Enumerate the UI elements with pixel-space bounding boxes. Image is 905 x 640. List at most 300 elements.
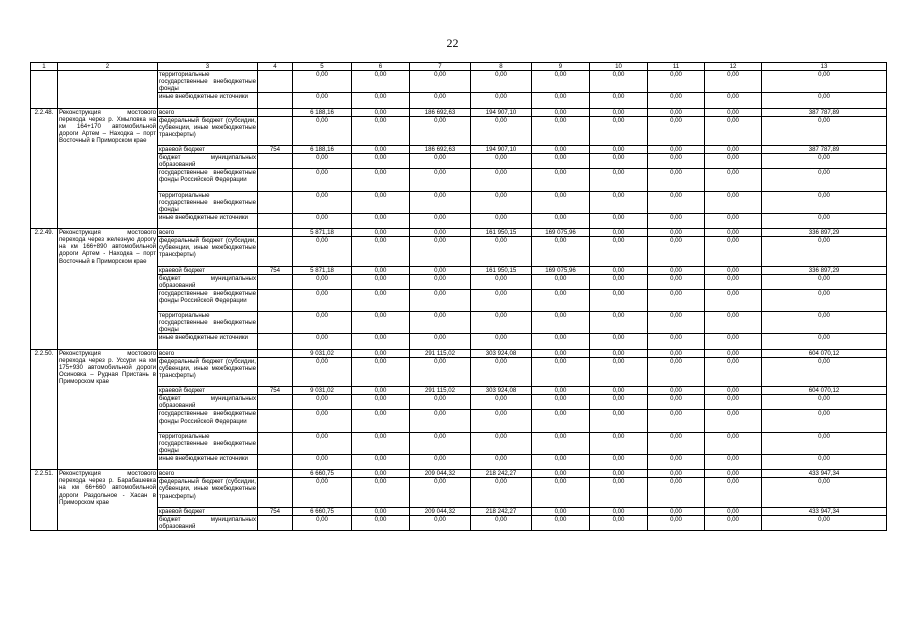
item-description: Реконструкция мостового перехода через р. Хмыловка на км 164+170 автомобильной дороги Артем – Находка – порт Восточный в Приморском крае (58, 108, 158, 229)
budget-code (258, 213, 293, 228)
amount-cell: 0,00 (532, 507, 590, 515)
amount-cell: 0,00 (293, 213, 352, 228)
item-description: Реконструкция мостового перехода через р. Уссури на км 175+930 автомобильной дороги Осиновка – Рудная Пристань в Приморском крае (58, 349, 158, 470)
budget-code (258, 410, 293, 432)
funding-source: территориальные государственные внебюджетные фонды (159, 432, 256, 454)
amount-cell: 0,00 (410, 169, 471, 191)
amount-cell: 0,00 (705, 93, 762, 108)
amount-cell: 0,00 (590, 108, 648, 116)
amount-cell: 0,00 (705, 312, 762, 334)
amount-cell: 0,00 (410, 478, 471, 507)
table-row (31, 154, 887, 169)
amount-cell: 0,00 (352, 349, 410, 357)
funding-source: краевой бюджет (158, 387, 258, 395)
amount-cell: 0,00 (410, 71, 471, 93)
table-row (31, 507, 887, 515)
amount-cell: 0,00 (471, 478, 532, 507)
amount-cell: 0,00 (352, 312, 410, 334)
amount-cell: 0,00 (352, 169, 410, 191)
amount-cell: 0,00 (410, 229, 471, 237)
amount-cell: 0,00 (590, 507, 648, 515)
funding-source: бюджет муниципальных образований (159, 274, 256, 289)
amount-cell: 0,00 (410, 432, 471, 454)
amount-cell: 0,00 (648, 237, 705, 266)
amount-cell: 0,00 (590, 395, 648, 410)
amount-cell: 0,00 (648, 349, 705, 357)
amount-cell: 0,00 (705, 146, 762, 154)
amount-cell: 0,00 (471, 334, 532, 349)
funding-source: федеральный бюджет (субсидии, субвенции, иные межбюджетные трансферты) (158, 237, 258, 266)
amount-cell: 303 924,08 (471, 387, 532, 395)
amount-cell: 0,00 (352, 93, 410, 108)
table-row (31, 289, 887, 311)
amount-cell: 0,00 (705, 274, 762, 289)
funding-source: всего (158, 470, 258, 478)
amount-cell: 0,00 (471, 395, 532, 410)
column-header: 8 (471, 63, 532, 71)
column-header: 6 (352, 63, 410, 71)
page-number: 22 (446, 36, 459, 50)
amount-cell: 0,00 (762, 71, 887, 93)
amount-cell: 0,00 (705, 108, 762, 116)
amount-cell: 0,00 (532, 395, 590, 410)
amount-cell: 0,00 (648, 507, 705, 515)
budget-code (258, 289, 293, 311)
amount-cell: 0,00 (352, 410, 410, 432)
column-header: 12 (705, 63, 762, 71)
table-body (31, 63, 887, 531)
amount-cell: 0,00 (590, 470, 648, 478)
column-header: 10 (590, 63, 648, 71)
column-header: 2 (58, 63, 158, 71)
table-row (31, 357, 887, 386)
amount-cell: 0,00 (471, 93, 532, 108)
amount-cell: 0,00 (648, 146, 705, 154)
amount-cell: 0,00 (648, 93, 705, 108)
amount-cell: 0,00 (648, 357, 705, 386)
amount-cell: 0,00 (532, 455, 590, 470)
amount-cell: 218 242,27 (471, 470, 532, 478)
amount-cell: 5 871,18 (293, 266, 352, 274)
amount-cell: 0,00 (532, 334, 590, 349)
amount-cell: 6 660,75 (293, 470, 352, 478)
amount-cell: 387 787,89 (762, 146, 887, 154)
funding-source: всего (158, 349, 258, 357)
amount-cell: 0,00 (648, 478, 705, 507)
funding-source: бюджет муниципальных образований (159, 395, 256, 410)
amount-cell: 0,00 (471, 515, 532, 530)
amount-cell: 0,00 (648, 191, 705, 213)
budget-code (258, 229, 293, 237)
amount-cell: 0,00 (293, 455, 352, 470)
amount-cell: 0,00 (410, 154, 471, 169)
funding-source: государственные внебюджетные фонды Российской Федерации (158, 410, 258, 432)
amount-cell: 0,00 (471, 312, 532, 334)
item-number: 2.2.48. (31, 108, 58, 229)
amount-cell: 0,00 (762, 154, 887, 169)
funding-source: иные внебюджетные источники (158, 213, 258, 228)
amount-cell: 218 242,27 (471, 507, 532, 515)
amount-cell: 0,00 (471, 116, 532, 145)
amount-cell: 0,00 (471, 154, 532, 169)
amount-cell: 0,00 (762, 478, 887, 507)
amount-cell: 0,00 (648, 71, 705, 93)
amount-cell: 0,00 (532, 432, 590, 454)
amount-cell: 0,00 (590, 93, 648, 108)
amount-cell: 0,00 (532, 312, 590, 334)
table-row (31, 515, 887, 530)
amount-cell: 0,00 (352, 470, 410, 478)
amount-cell: 0,00 (471, 455, 532, 470)
amount-cell: 336 897,29 (762, 229, 887, 237)
amount-cell: 0,00 (352, 455, 410, 470)
amount-cell: 0,00 (352, 213, 410, 228)
amount-cell: 336 897,29 (762, 266, 887, 274)
amount-cell: 0,00 (471, 289, 532, 311)
item-description: Реконструкция мостового перехода через р. Барабашевка на км 66+660 автомобильной дороги Раздольное - Хасан в Приморском крае (58, 470, 158, 531)
amount-cell: 0,00 (590, 229, 648, 237)
table-row (31, 93, 887, 108)
funding-source: иные внебюджетные источники (158, 93, 258, 108)
funding-source: государственные внебюджетные фонды Российской Федерации (158, 169, 258, 191)
budget-code (258, 349, 293, 357)
amount-cell: 0,00 (532, 478, 590, 507)
column-header: 4 (258, 63, 293, 71)
amount-cell: 0,00 (410, 312, 471, 334)
amount-cell: 209 044,32 (410, 470, 471, 478)
amount-cell: 0,00 (648, 213, 705, 228)
amount-cell: 0,00 (590, 349, 648, 357)
amount-cell: 0,00 (352, 515, 410, 530)
item-number (31, 71, 58, 108)
amount-cell: 0,00 (648, 266, 705, 274)
amount-cell: 0,00 (293, 432, 352, 454)
budget-code: 754 (258, 146, 293, 154)
amount-cell: 0,00 (293, 515, 352, 530)
amount-cell: 0,00 (352, 71, 410, 93)
amount-cell: 0,00 (648, 395, 705, 410)
amount-cell: 0,00 (410, 410, 471, 432)
amount-cell: 387 787,89 (762, 108, 887, 116)
amount-cell: 0,00 (648, 432, 705, 454)
amount-cell: 0,00 (590, 387, 648, 395)
table-row (31, 266, 887, 274)
table-row (31, 229, 887, 237)
table-row (31, 410, 887, 432)
table-row (31, 237, 887, 266)
budget-code (258, 154, 293, 169)
table-row (31, 191, 887, 213)
amount-cell: 0,00 (762, 237, 887, 266)
amount-cell: 0,00 (352, 334, 410, 349)
amount-cell: 0,00 (762, 116, 887, 145)
amount-cell: 303 924,08 (471, 349, 532, 357)
funding-source: бюджет муниципальных образований (159, 154, 256, 169)
amount-cell: 0,00 (705, 357, 762, 386)
table-row (31, 146, 887, 154)
amount-cell: 6 188,16 (293, 146, 352, 154)
table-row (31, 116, 887, 145)
budget-code (258, 93, 293, 108)
amount-cell: 0,00 (352, 387, 410, 395)
amount-cell: 0,00 (762, 395, 887, 410)
table-row (31, 395, 887, 410)
amount-cell: 0,00 (648, 154, 705, 169)
funding-source: государственные внебюджетные фонды Российской Федерации (158, 289, 258, 311)
amount-cell: 0,00 (532, 274, 590, 289)
amount-cell: 0,00 (590, 71, 648, 93)
funding-source: федеральный бюджет (субсидии, субвенции, иные межбюджетные трансферты) (158, 116, 258, 145)
amount-cell: 0,00 (471, 432, 532, 454)
item-number: 2.2.51. (31, 470, 58, 531)
amount-cell: 433 947,34 (762, 470, 887, 478)
header-row (31, 63, 887, 71)
amount-cell: 0,00 (293, 357, 352, 386)
funding-source: краевой бюджет (158, 146, 258, 154)
budget-code (258, 515, 293, 530)
amount-cell: 0,00 (293, 274, 352, 289)
amount-cell: 0,00 (648, 515, 705, 530)
budget-code (258, 357, 293, 386)
amount-cell: 0,00 (352, 266, 410, 274)
table-row (31, 213, 887, 228)
amount-cell: 0,00 (705, 432, 762, 454)
column-header: 3 (158, 63, 258, 71)
amount-cell: 0,00 (590, 146, 648, 154)
amount-cell: 0,00 (293, 191, 352, 213)
table-row (31, 274, 887, 289)
funding-source: иные внебюджетные источники (158, 455, 258, 470)
amount-cell: 0,00 (648, 410, 705, 432)
funding-source: краевой бюджет (158, 266, 258, 274)
amount-cell: 0,00 (648, 116, 705, 145)
amount-cell: 169 075,96 (532, 266, 590, 274)
amount-cell: 0,00 (590, 116, 648, 145)
amount-cell: 0,00 (293, 334, 352, 349)
amount-cell: 0,00 (532, 154, 590, 169)
amount-cell: 0,00 (352, 432, 410, 454)
budget-code: 754 (258, 507, 293, 515)
funding-source: федеральный бюджет (субсидии, субвенции, иные межбюджетные трансферты) (158, 357, 258, 386)
amount-cell: 0,00 (705, 349, 762, 357)
amount-cell: 6 188,16 (293, 108, 352, 116)
funding-source: бюджет муниципальных образований (159, 515, 256, 530)
amount-cell: 194 907,10 (471, 108, 532, 116)
budget-code (258, 116, 293, 145)
budget-code (258, 432, 293, 454)
amount-cell: 604 070,12 (762, 387, 887, 395)
amount-cell: 0,00 (705, 507, 762, 515)
amount-cell: 0,00 (590, 515, 648, 530)
amount-cell: 0,00 (705, 213, 762, 228)
amount-cell: 0,00 (648, 108, 705, 116)
amount-cell: 0,00 (293, 478, 352, 507)
amount-cell: 0,00 (532, 470, 590, 478)
amount-cell: 0,00 (352, 395, 410, 410)
budget-code: 754 (258, 387, 293, 395)
amount-cell: 0,00 (590, 357, 648, 386)
amount-cell: 0,00 (648, 387, 705, 395)
budget-code (258, 455, 293, 470)
budget-code (258, 395, 293, 410)
funding-source: территориальные государственные внебюджетные фонды (159, 71, 256, 93)
amount-cell: 161 950,15 (471, 266, 532, 274)
amount-cell: 0,00 (532, 357, 590, 386)
budget-code (258, 191, 293, 213)
amount-cell: 186 692,63 (410, 146, 471, 154)
amount-cell: 291 115,02 (410, 349, 471, 357)
table-row (31, 312, 887, 334)
budget-table (30, 62, 887, 531)
amount-cell: 0,00 (410, 116, 471, 145)
amount-cell: 0,00 (705, 266, 762, 274)
item-number: 2.2.50. (31, 349, 58, 470)
funding-source: всего (158, 229, 258, 237)
amount-cell: 0,00 (532, 387, 590, 395)
amount-cell: 0,00 (532, 349, 590, 357)
amount-cell: 0,00 (471, 357, 532, 386)
amount-cell: 0,00 (648, 229, 705, 237)
amount-cell: 0,00 (762, 191, 887, 213)
amount-cell: 0,00 (590, 455, 648, 470)
column-header: 11 (648, 63, 705, 71)
amount-cell: 0,00 (762, 312, 887, 334)
amount-cell: 0,00 (352, 274, 410, 289)
amount-cell: 0,00 (293, 312, 352, 334)
amount-cell: 0,00 (532, 213, 590, 228)
amount-cell: 0,00 (410, 93, 471, 108)
column-header: 13 (762, 63, 887, 71)
amount-cell: 0,00 (532, 237, 590, 266)
amount-cell: 0,00 (762, 455, 887, 470)
table-row (31, 71, 887, 93)
table-row (31, 470, 887, 478)
table-row (31, 478, 887, 507)
amount-cell: 0,00 (410, 515, 471, 530)
amount-cell: 186 692,63 (410, 108, 471, 116)
budget-code (258, 169, 293, 191)
amount-cell: 9 031,02 (293, 387, 352, 395)
amount-cell: 0,00 (648, 455, 705, 470)
funding-source: краевой бюджет (158, 507, 258, 515)
budget-code (258, 274, 293, 289)
table-row (31, 334, 887, 349)
amount-cell: 0,00 (590, 191, 648, 213)
table-row (31, 455, 887, 470)
amount-cell: 0,00 (410, 237, 471, 266)
amount-cell: 0,00 (471, 71, 532, 93)
amount-cell: 0,00 (352, 108, 410, 116)
funding-source: всего (158, 108, 258, 116)
amount-cell: 0,00 (705, 387, 762, 395)
amount-cell: 0,00 (705, 410, 762, 432)
amount-cell: 433 947,34 (762, 507, 887, 515)
amount-cell: 0,00 (705, 515, 762, 530)
amount-cell: 0,00 (410, 289, 471, 311)
amount-cell: 0,00 (705, 229, 762, 237)
amount-cell: 0,00 (471, 237, 532, 266)
amount-cell: 0,00 (705, 116, 762, 145)
amount-cell: 0,00 (648, 334, 705, 349)
amount-cell: 0,00 (532, 515, 590, 530)
budget-code (258, 71, 293, 93)
amount-cell: 0,00 (532, 108, 590, 116)
amount-cell: 0,00 (352, 229, 410, 237)
amount-cell: 0,00 (648, 169, 705, 191)
amount-cell: 0,00 (410, 357, 471, 386)
amount-cell: 0,00 (352, 289, 410, 311)
amount-cell: 0,00 (471, 274, 532, 289)
amount-cell: 0,00 (293, 289, 352, 311)
amount-cell: 0,00 (590, 154, 648, 169)
funding-source: территориальные государственные внебюджетные фонды (159, 312, 256, 334)
amount-cell: 0,00 (471, 213, 532, 228)
amount-cell: 0,00 (532, 93, 590, 108)
amount-cell: 0,00 (352, 507, 410, 515)
amount-cell: 0,00 (648, 289, 705, 311)
amount-cell: 6 660,75 (293, 507, 352, 515)
funding-source: иные внебюджетные источники (158, 334, 258, 349)
amount-cell: 0,00 (352, 191, 410, 213)
amount-cell: 0,00 (762, 289, 887, 311)
amount-cell: 0,00 (293, 395, 352, 410)
amount-cell: 0,00 (293, 410, 352, 432)
column-header: 7 (410, 63, 471, 71)
amount-cell: 0,00 (705, 289, 762, 311)
amount-cell: 0,00 (762, 432, 887, 454)
amount-cell: 0,00 (762, 334, 887, 349)
funding-source: территориальные государственные внебюджетные фонды (159, 191, 256, 213)
amount-cell: 5 871,18 (293, 229, 352, 237)
amount-cell: 0,00 (410, 191, 471, 213)
amount-cell: 0,00 (532, 289, 590, 311)
funding-source: федеральный бюджет (субсидии, субвенции, иные межбюджетные трансферты) (158, 478, 258, 507)
amount-cell: 0,00 (590, 289, 648, 311)
amount-cell: 0,00 (293, 71, 352, 93)
amount-cell: 0,00 (648, 312, 705, 334)
amount-cell: 0,00 (590, 266, 648, 274)
table-row (31, 108, 887, 116)
amount-cell: 0,00 (762, 213, 887, 228)
amount-cell: 0,00 (410, 334, 471, 349)
amount-cell: 0,00 (410, 274, 471, 289)
amount-cell: 0,00 (293, 169, 352, 191)
amount-cell: 0,00 (352, 146, 410, 154)
amount-cell: 0,00 (590, 478, 648, 507)
amount-cell: 0,00 (532, 169, 590, 191)
amount-cell: 0,00 (705, 154, 762, 169)
amount-cell: 0,00 (293, 93, 352, 108)
amount-cell: 0,00 (590, 213, 648, 228)
amount-cell: 0,00 (590, 334, 648, 349)
amount-cell: 194 907,10 (471, 146, 532, 154)
amount-cell: 209 044,32 (410, 507, 471, 515)
amount-cell: 0,00 (590, 274, 648, 289)
amount-cell: 0,00 (410, 266, 471, 274)
amount-cell: 0,00 (705, 334, 762, 349)
amount-cell: 0,00 (532, 71, 590, 93)
budget-code (258, 478, 293, 507)
amount-cell: 0,00 (471, 169, 532, 191)
item-description (58, 71, 158, 108)
amount-cell: 0,00 (590, 312, 648, 334)
amount-cell: 0,00 (532, 191, 590, 213)
amount-cell: 291 115,02 (410, 387, 471, 395)
amount-cell: 604 070,12 (762, 349, 887, 357)
amount-cell: 169 075,96 (532, 229, 590, 237)
amount-cell: 0,00 (293, 116, 352, 145)
table-row (31, 349, 887, 357)
